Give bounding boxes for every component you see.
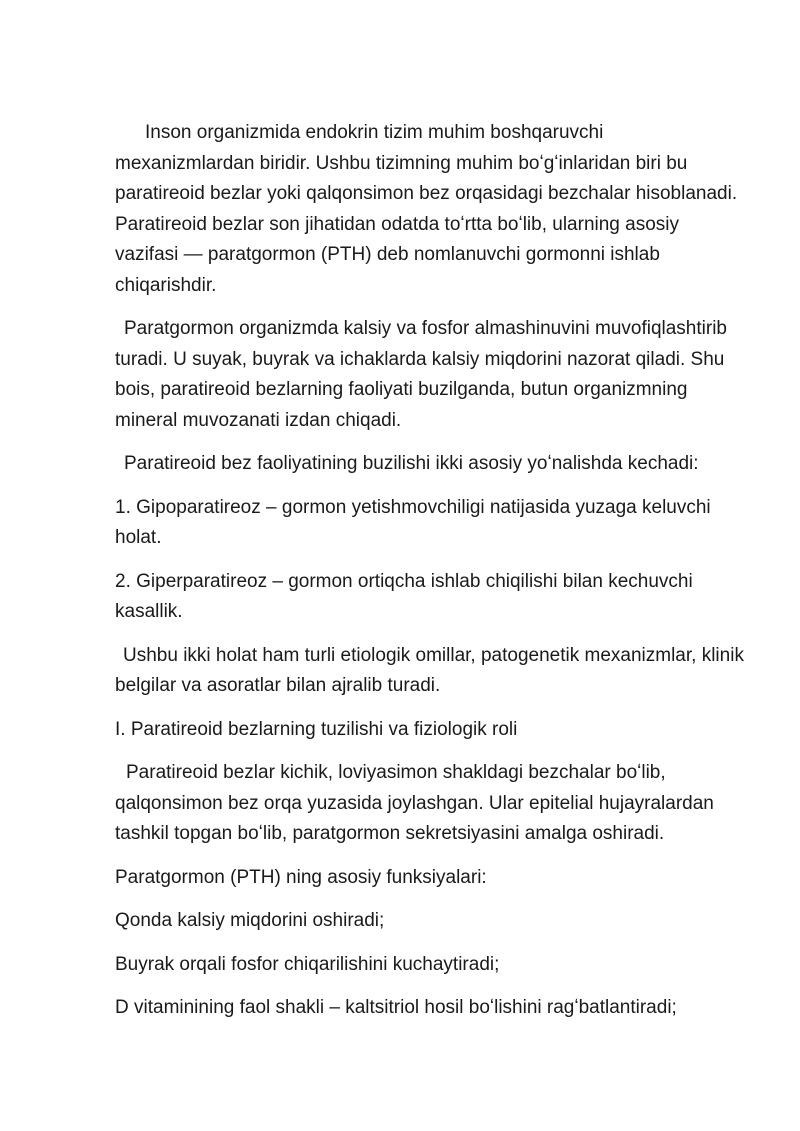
function-item-calcium: Qonda kalsiy miqdorini oshiradi; [115,910,385,931]
document-body [115,118,745,1037]
paratgormon-paragraph: Paratgormon organizmda kalsiy va fosfor almashinuvini muvofiqlashtirib turadi. U suyak, buyrak va ichaklarda kalsiy miqdorini nazorat qiladi. Shu bois, paratireoid bezlarning faoliyati buzilganda, butun organizmning mineral muvozanati izdan chiqadi. [115,318,727,431]
conditions-summary-paragraph: Ushbu ikki holat ham turli etiologik omillar, patogenetik mexanizmlar, klinik belgilar va asoratlar bilan ajralib turadi. [115,644,744,696]
list-item-hypoparathyroidism: 1. Gipoparatireoz – gormon yetishmovchiligi natijasida yuzaga keluvchi holat. [115,496,711,548]
function-item-phosphorus: Buyrak orqali fosfor chiqarilishini kuchaytiradi; [115,953,500,975]
list-item-hyperparathyroidism: 2. Giperparatireoz – gormon ortiqcha ishlab chiqilishi bilan kechuvchi kasallik. [115,570,693,622]
section-heading: I. Paratireoid bezlarning tuzilishi va fiziologik roli [115,718,518,740]
intro-paragraph: Inson organizmida endokrin tizim muhim boshqaruvchi mexanizmlardan biridir. Ushbu tizimning muhim boʻgʻinlaridan biri bu paratireoid bezlar yoki qalqonsimon bez orqasidagi bezchalar hisoblanadi. Paratireoid bezlar son jihatidan odatda toʻrtta boʻlib, ularning asosiy vazifasi — paratgormon (PTH) deb nomlanuvchi gormonni ishlab chiqarishdir. [115,122,738,296]
functions-heading: Paratgormon (PTH) ning asosiy funksiyalari: [115,866,487,888]
structure-paragraph: Paratireoid bezlar kichik, loviyasimon shakldagi bezchalar boʻlib, qalqonsimon bez orqa yuzasida joylashgan. Ular epitelial hujayralardan tashkil topgan boʻlib, paratgormon sekretsiyasini amalga oshiradi. [115,762,714,844]
disorders-intro-paragraph: Paratireoid bez faoliyatining buzilishi ikki asosiy yoʻnalishda kechadi: [124,453,699,474]
function-item-vitamin-d: D vitaminining faol shakli – kaltsitriol hosil boʻlishini ragʻbatlantiradi; [115,997,677,1018]
